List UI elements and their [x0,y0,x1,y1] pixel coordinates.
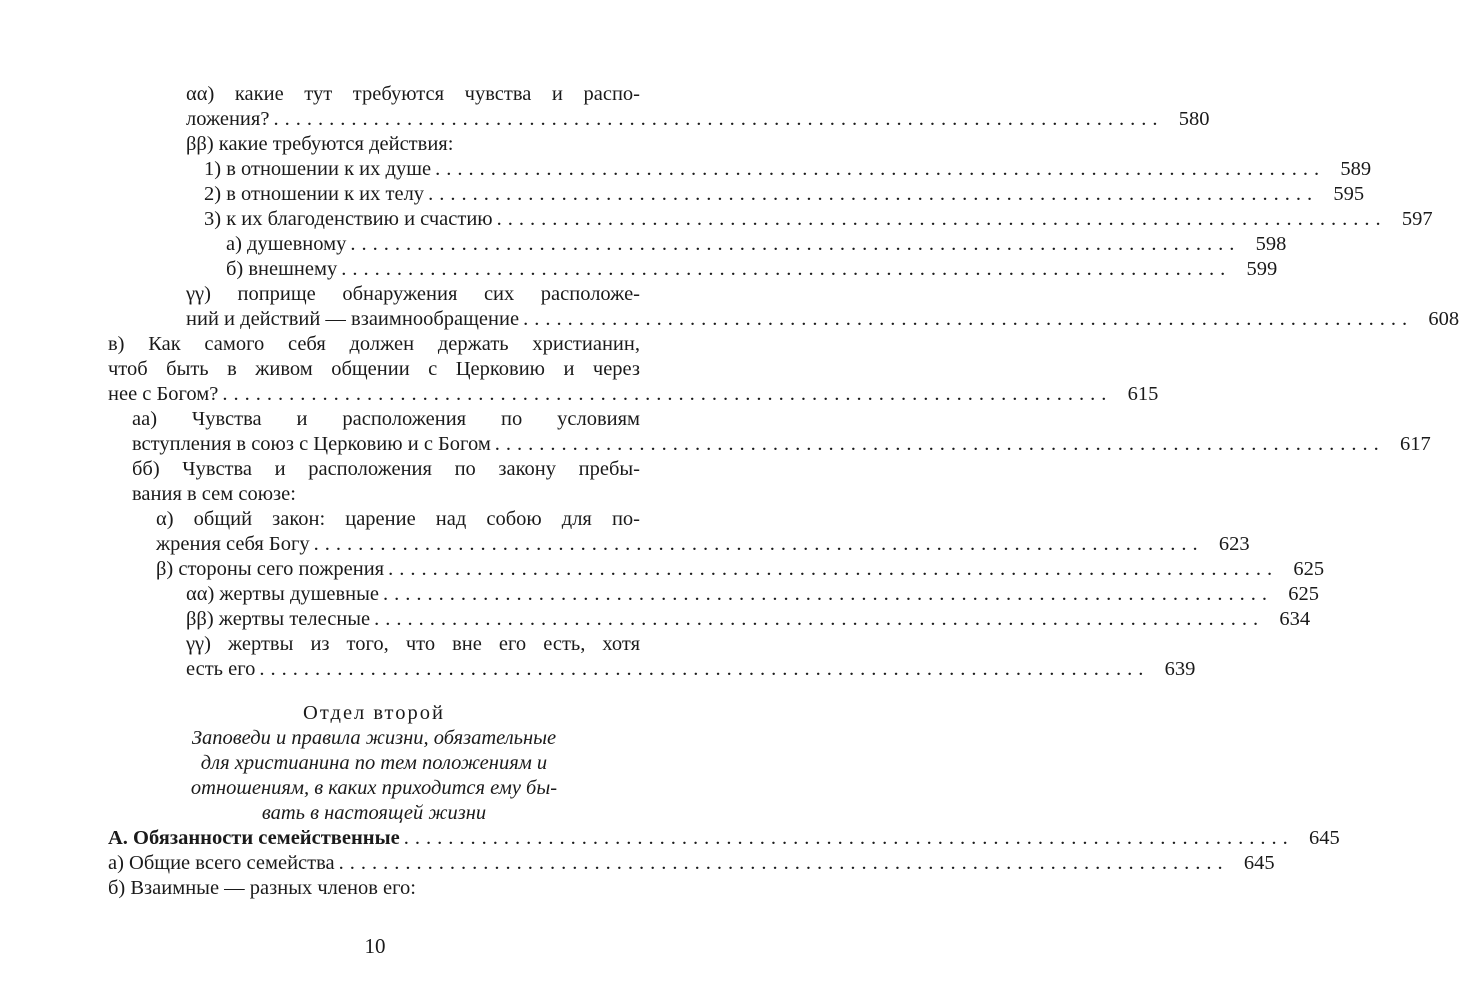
toc-page-number: 615 [1127,383,1159,405]
toc-line-text: ββ) какие требуются действия: [186,133,454,155]
toc-line [108,632,640,657]
table-of-contents [108,82,1459,901]
toc-line-text: γγ) поприще обнаружения сих расположе- [186,283,640,305]
toc-entry [108,557,1325,582]
toc-entry-title: нее с Богом? [108,383,219,405]
toc-page-number: 634 [1279,608,1311,630]
toc-entry-title: ββ) жертвы телесные [186,608,371,630]
section-subtitle [108,751,640,776]
toc-entry [108,157,1372,182]
toc-entry [108,107,1210,132]
dot-leader: ................................................................................ [374,608,1265,630]
toc-entry [108,307,1459,332]
dot-leader: ................................................................................ [338,852,1229,874]
toc-entry-title: αα) жертвы душевные [186,583,380,605]
toc-entry [108,607,1311,632]
toc-entry-title: а) душевному [226,233,347,255]
toc-entry [108,257,1278,282]
toc-entry [108,826,1340,851]
toc-entry [108,232,1287,257]
dot-leader: ................................................................................ [496,208,1387,230]
toc-page-number: 608 [1428,308,1459,330]
toc-page-number: 599 [1246,258,1278,280]
toc-page-number: 645 [1243,852,1275,874]
toc-entry [108,182,1365,207]
dot-leader: ................................................................................ [428,183,1319,205]
toc-line [108,507,640,532]
toc-line [108,357,640,382]
toc-entry-title: ний и действий — взаимнообращение [186,308,520,330]
toc-line-text: аа) Чувства и расположения по условиям [132,408,640,430]
section-heading [108,701,640,726]
dot-leader: ................................................................................ [273,108,1164,130]
toc-page-number: 623 [1218,533,1250,555]
toc-line [108,482,640,507]
dot-leader: ................................................................................ [350,233,1241,255]
section-gap [108,682,640,701]
toc-page-number: 639 [1164,658,1196,680]
toc-entry [108,207,1433,232]
toc-entry-title: б) внешнему [226,258,338,280]
section-subtitle [108,776,640,801]
dot-leader: ................................................................................ [403,827,1294,849]
toc-line [108,407,640,432]
toc-page-number: 580 [1178,108,1210,130]
toc-entry [108,432,1431,457]
toc-entry [108,532,1250,557]
toc-entry-title: 1) в отношении к их душе [204,158,432,180]
toc-page-number: 589 [1340,158,1372,180]
toc-line-text: γγ) жертвы из того, что вне его есть, хотя [186,633,640,655]
toc-entry-title: β) стороны сего пожрения [156,558,385,580]
section-subtitle-text: отношениям, в каких приходится ему бы- [190,777,558,799]
toc-line-text: чтоб быть в живом общении с Церковию и через [108,358,640,380]
page-number: 10 [364,934,386,958]
toc-page-number: 598 [1255,233,1287,255]
toc-line-text: б) Взаимные — разных членов его: [108,877,416,899]
toc-entry-title: вступления в союз с Церковию и с Богом [132,433,491,455]
dot-leader: ................................................................................ [383,583,1274,605]
toc-entry [108,582,1320,607]
toc-entry-title: жрения себя Богу [156,533,310,555]
dot-leader: ................................................................................ [341,258,1232,280]
toc-entry [108,657,1196,682]
dot-leader: ................................................................................ [523,308,1414,330]
dot-leader: ................................................................................ [388,558,1279,580]
toc-entry-title: А. Обязанности семейственные [108,827,400,849]
toc-page-number: 597 [1401,208,1433,230]
section-subtitle-text: Заповеди и правила жизни, обязательные [191,727,557,749]
toc-line-text: вания в сем союзе: [132,483,296,505]
section-subtitle-text: вать в настоящей жизни [261,802,487,824]
toc-entry-title: есть его [186,658,256,680]
section-subtitle [108,801,640,826]
toc-line-text: в) Как самого себя должен держать христианин, [108,333,640,355]
toc-line [108,132,640,157]
toc-page-number: 617 [1400,433,1431,455]
toc-line [108,876,640,901]
toc-entry-title: 3) к их благоденствию и счастию [204,208,493,230]
toc-page-number: 625 [1293,558,1325,580]
dot-leader: ................................................................................ [313,533,1204,555]
toc-line [108,282,640,307]
toc-entry-title: ложения? [186,108,270,130]
dot-leader: ................................................................................ [259,658,1150,680]
toc-page-number: 645 [1308,827,1340,849]
dot-leader: ................................................................................ [222,383,1113,405]
toc-line [108,82,640,107]
toc-entry-title: 2) в отношении к их телу [204,183,425,205]
section-subtitle [108,726,640,751]
section-subtitle-text: для христианина по тем положениям и [200,752,548,774]
toc-line-text: αα) какие тут требуются чувства и распо- [186,83,640,105]
section-heading-text: Отдел второй [303,702,445,724]
dot-leader: ................................................................................ [494,433,1385,455]
dot-leader: ................................................................................ [435,158,1326,180]
toc-line-text: бб) Чувства и расположения по закону пребы- [132,458,640,480]
toc-line-text: α) общий закон: царение над собою для по- [156,508,640,530]
toc-entry [108,851,1275,876]
toc-entry-title: а) Общие всего семейства [108,852,335,874]
toc-page-number: 595 [1333,183,1365,205]
toc-entry [108,382,1159,407]
toc-line [108,332,640,357]
toc-page-number: 625 [1288,583,1320,605]
toc-line [108,457,640,482]
